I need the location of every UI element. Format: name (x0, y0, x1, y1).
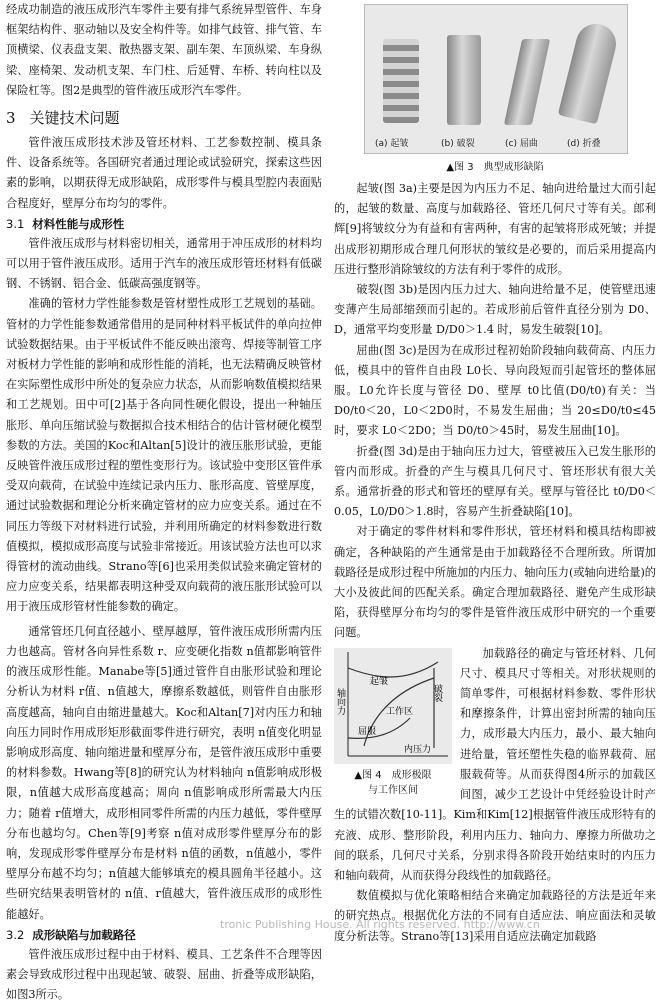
fig4-ylabel: 轴向力 (335, 687, 345, 715)
figure-4-wrap-paragraph: 加载路径的确定与管坯材料、几何尺寸、模具尺寸等相关。对形状规则的简单零件，可根据材料参数、零件形状和摩擦条件，计算出密封所需的轴向压力，成形最大内压力，最小、最大轴向进给量，管坯塑性失稳的临界载荷、屈服载荷等。从而获得图4所示的加载区间图，减少工艺设计中凭经验设计时产生的试错次数[10-11]。Kim和Kim[12]根据管件液压成形特有的充液、成形、整形阶段，利用内压力、轴向力、摩擦力所做功之间的联系，几何尺寸关系，分别求得各阶段开始结束时的内压力和轴向载荷，从而获得分段线性的加载路径。 (334, 646, 656, 882)
tube-fold (558, 20, 621, 125)
figure-3-label-d: (d) 折叠 (567, 139, 601, 149)
figure-3-label-c: (c) 屈曲 (505, 139, 538, 149)
fig4-region-wrinkle: 起皱 (370, 676, 389, 687)
fig4-region-burst: 破裂 (432, 683, 442, 702)
section-3-2-number: 3.2 (6, 927, 25, 942)
section-3-2-paragraph: 管件液压成形过程中由于材料、模具、工艺条件不合理等因素会导致成形过程中出现起皱、破裂、屈曲、折叠等成形缺陷，如图3所示。 (6, 947, 322, 1002)
fig4-xlabel: 内压力 (404, 744, 432, 755)
figure-4-caption-line-2: 与工作区间 (368, 784, 418, 796)
section-3-1-heading (6, 214, 322, 234)
figure-4 (334, 648, 452, 798)
watermark-text: tronic Publishing House. All rights reserved. http://www.cn (220, 918, 540, 931)
buckling-paragraph: 屈曲(图 3c)是因为在成形过程初始阶段轴向载荷高、内压力低，模具中的管件自由段 L0长、导向段短而引起管坯的整体屈服。L0允许长度与管径 D0、壁厚 t0比值(D0/t0)有关：当 D0/t0＜20，L0＜2D0时，不易发生屈曲；当 20≤D0/t0≤45时，要求 L0＜2D0；当 D0/t0＞45时，易发生屈曲[10]。 (334, 343, 656, 438)
figure-3-label-b: (b) 破裂 (441, 139, 475, 149)
section-3-title: 关键技术问题 (29, 109, 120, 128)
left-column (6, 0, 322, 1005)
section-3-1-number: 3.1 (6, 216, 25, 231)
section-3-1-title: 材料性能与成形性 (32, 216, 125, 231)
figure-3-label-a: (a) 起皱 (375, 139, 409, 149)
fig4-region-work: 工作区 (386, 706, 414, 717)
fig4-region-buckle: 屈服 (358, 726, 377, 737)
wrinkling-paragraph: 起皱(图 3a)主要是因为内压力不足、轴向进给量过大而引起的，起皱的数量、高度与加载路径、管坯几何尺寸等有关。郎利辉[9]将皱纹分为有益和有害两种，有害的起皱将形成死皱；并提出成形初期形成合理几何形状的皱纹是必要的，而后采用提高内压进行整形消除皱纹的方法有利于零件的成形。 (334, 182, 656, 276)
section-3-1-paragraph-b: 准确的管材力学性能参数是管材塑性成形工艺规划的基础。管材的力学性能参数通常借用的是同种材料平板试件的单向拉伸试验数据结果。由于平板试件不能反映出滚弯、焊接等制管工序对板材力学性能的影响和成形性能的消耗，也无法精确反映管材在实际塑性成形中所处的复杂应力状态，从而影响数值模拟结果和工艺规划。田中可[2]基于各向同性硬化假设，提出一种轴压胀形、单向压缩试验与数据拟合技术相结合的估计管材硬化模型参数的方法。美国的Koc和Altan[5]设计的液压胀形试验，更能反映管件液压成形过程的塑性变形行为。该试验中变形区管件承受双向载荷，在试验中连续记录内压力、胀形高度、管壁厚度，通过试验数据和理论分析来确定管材的应力应变关系。通过在不同压力等级下对材料进行试验，并利用所确定的材料参数进行数值模拟，模拟成形高度与试验非常接近。用该试验方法也可以求得管材的流动曲线。Strano等[6]也采用类似试验来确定管材的应力应变关系，结果都表明这种受双向载荷的液压胀形试验可以用于液压成形管材性能参数的确定。 (6, 297, 322, 614)
tube-buckle (504, 39, 550, 125)
figure-4-caption-line-1: ▲图 4 成形极限 (354, 769, 432, 781)
section-3-1-paragraph-c: 通常管坯几何直径越小、壁厚越厚，管件液压成形所需内压力也越高。管材各向异性系数 r、应变硬化指数 n值都影响管件的液压成形性能。Manabe等[5]通过管件自由胀形试验和理论分析认为材料 r值、n值越大，摩擦系数越低，则管件自由胀形高度越高，轴向自由缩进量越大。Koc和Altan[7]对内压力和轴向压力同时作用成形矩形截面零件进行研究，表明 n值变化明显影响成形高度、轴向缩进量和壁厚分布，是管件液压成形中重要的材料参数。Hwang等[8]的研究认为材料轴向 n值影响成形极限，n值越大成形高度越高；周向 n值影响成形所需最大内压力；随着 r值增大，成形相同零件所需的内压力越低，零件壁厚分布也越均匀。Chen等[9]考察 n值对成形零件壁厚分布的影响，发现成形零件壁厚分布是材料 n值的函数，n值越小，零件壁厚分布越不均匀；n值越大能够填充的模具圆角半径越小。这些研究结果表明管材的 n值、r值越大，管件液压成形的成形性能越好。 (6, 624, 322, 921)
section-3-2-title: 成形缺陷与加载路径 (32, 927, 136, 942)
figure-3-photo (364, 4, 628, 154)
folding-paragraph: 折叠(图 3d)是由于轴向压力过大，管壁被压入已发生胀形的管内而形成。折叠的产生与模具几何尺寸、管坯形状有很大关系。通常折叠的形式和管坯的壁厚有关。壁厚与管径比 t0/D0＜0.05，L0/D0＞1.8时，容易产生折叠缺陷[10]。 (334, 444, 656, 519)
bursting-paragraph: 破裂(图 3b)是因内压力过大、轴向进给量不足，使管壁迅速变薄产生局部缩颈而引起的。若成形前后管件直径分别为 D0、D，通常平均变形量 D/D0＞1.4 时，易发生破裂[10]。 (334, 283, 656, 337)
forming-window-diagram (334, 648, 452, 764)
intro-paragraph: 经成功制造的液压成形汽车零件主要有排气系统异型管件、车身框架结构件、驱动轴以及安全构件等。如排气歧管、排气管、车顶横梁、仪表盘支架、散热器支架、副车架、车顶纵梁、车身纵梁、座椅架、发动机支架、车门柱、后延臂、车桥、转向柱以及保险杠等。图2是典型的管件液压成形汽车零件。 (6, 3, 322, 97)
section-3-number: 3 (6, 109, 16, 128)
last-paragraph: 数值模拟与优化策略相结合来确定加载路径的方法是近年来的研究热点。根据优化方法的不同有自适应法、响应面法和灵敏度分析法等。Strano等[13]采用自适应法确定加载路 (334, 889, 656, 943)
section-3-heading (6, 103, 322, 133)
tube-wrinkle (383, 39, 419, 123)
section-3-1-paragraph-a: 管件液压成形与材料密切相关，通常用于冲压成形的材料均可以用于管件液压成形。适用于汽车的液压成形管坯材料有低碳钢、不锈钢、铝合金、低碳高强度钢等。 (6, 236, 322, 291)
tube-burst (447, 35, 481, 125)
section-3-paragraph: 管件液压成形技术涉及管坯材料、工艺参数控制、模具条件、设备系统等。各国研究者通过理论或试验研究，探索这些因素的影响，以期获得无成形缺陷，成形零件与模具型腔内表面贴合程度好，壁厚分布均匀的零件。 (6, 136, 322, 210)
right-column (334, 0, 656, 947)
loading-path-paragraph: 对于确定的零件材料和零件形状，管坯材料和模具结构即被确定，各种缺陷的产生通常是由于加载路径不合理所致。所谓加载路径是成形过程中所施加的内压力、轴向压力(或轴向进给量)的大小及彼此间的匹配关系。确定合理加载路径、避免产生成形缺陷，获得壁厚分布均匀的零件是管件液压成形中研究的一个重要问题。 (334, 525, 656, 640)
figure-3-caption: ▲图 3 典型成形缺陷 (446, 162, 544, 173)
